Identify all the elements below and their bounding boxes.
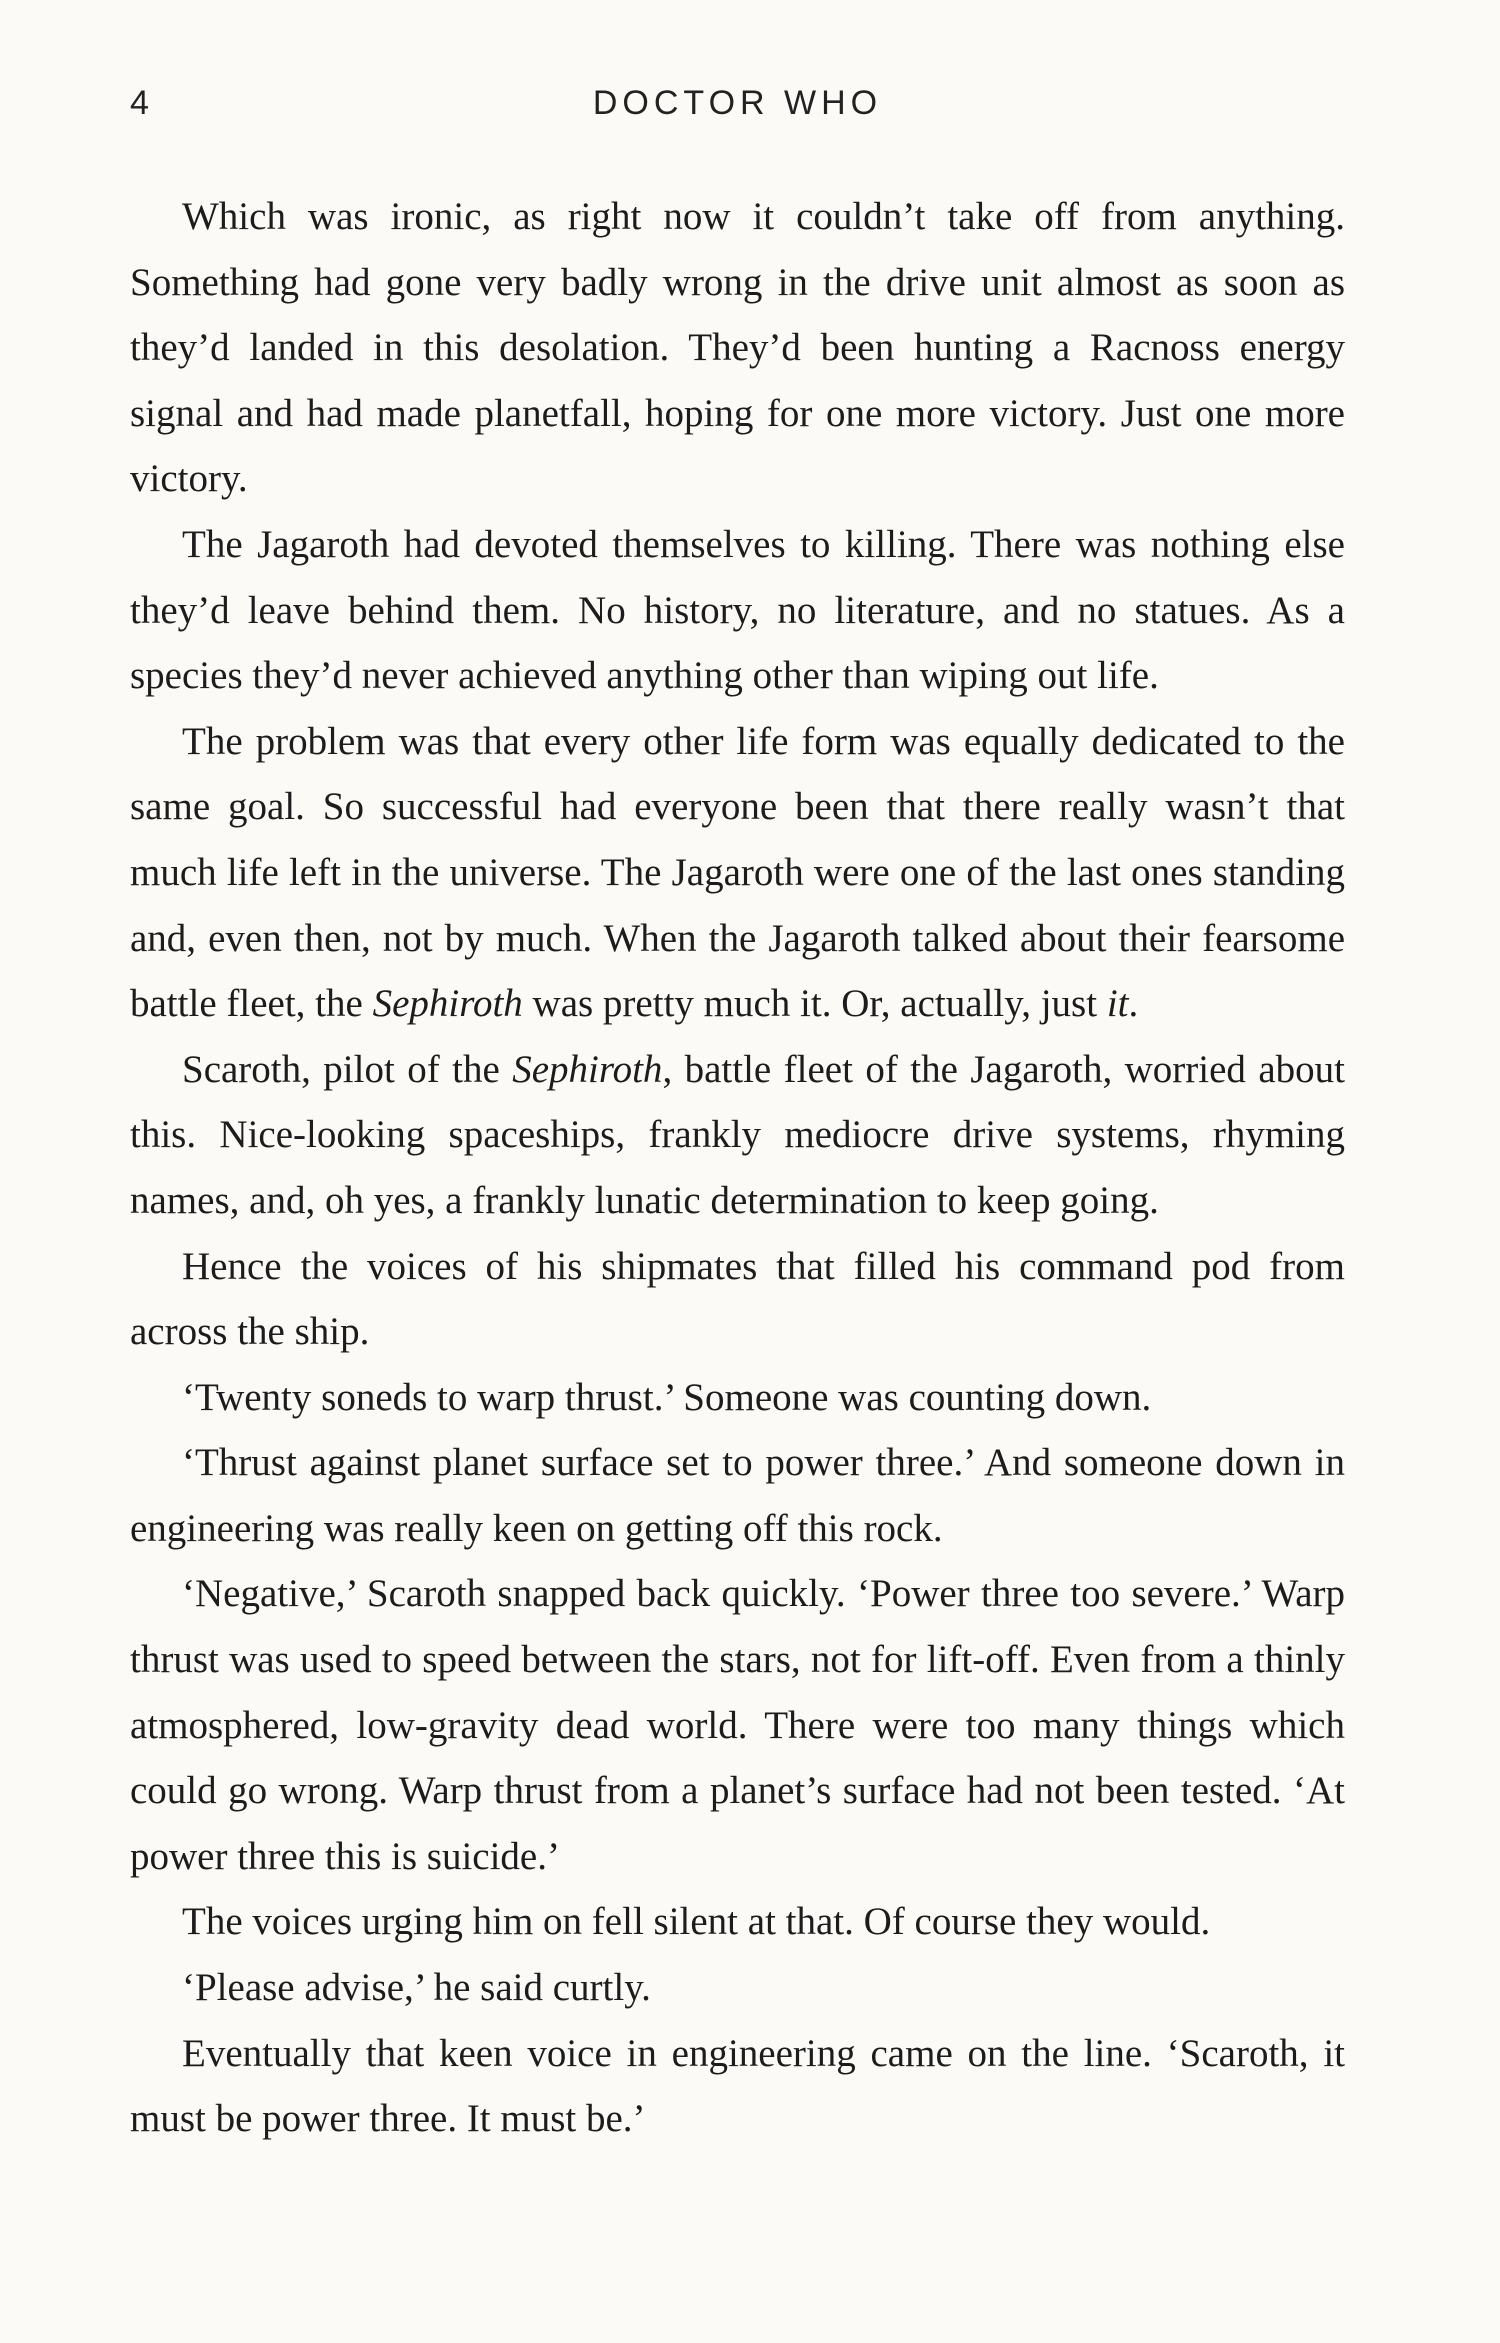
paragraph: [130, 1889, 1345, 1955]
paragraph-text: ‘Thrust against planet surface set to power three.’ And someone down in engineering was really keen on getting off this rock.: [130, 1441, 1345, 1550]
paragraph-text: ‘Please advise,’ he said curtly.: [182, 1966, 651, 2010]
paragraph: [130, 709, 1345, 1037]
italic-text: Sephiroth: [372, 982, 523, 1026]
paragraph-text: The problem was that every other life form was equally dedicated to the same goal. So successful had everyone been that there really wasn’t that much life left in the universe. The Jagaroth were one of the last ones standing and, even then, not by much. When the Jagaroth talked about their fearsome battle fleet, the: [130, 719, 1345, 1026]
paragraph-text: The Jagaroth had devoted themselves to killing. There was nothing else they’d leave behind them. No history, no literature, and no statues. As a species they’d never achieved anything other than wiping out life.: [130, 522, 1345, 698]
book-title: DOCTOR WHO: [592, 84, 883, 122]
paragraph: [130, 1365, 1345, 1431]
paragraph-text: Hence the voices of his shipmates that filled his command pod from across the ship.: [130, 1244, 1345, 1354]
paragraph-text: was pretty much it. Or, actually, just: [522, 982, 1107, 1026]
paragraph-text: Scaroth, pilot of the: [182, 1047, 513, 1091]
paragraph-text: ‘Negative,’ Scaroth snapped back quickly. ‘Power three too severe.’ Warp thrust was used to speed between the stars, not for lift-off. Even from a thinly atmosphered, low-gravity dead world. There were too many things which could go wrong. Warp thrust from a planet’s surface had not been tested. ‘At power three this is suicide.’: [130, 1572, 1345, 1878]
paragraph-text: .: [1128, 982, 1139, 1026]
paragraph-text: Eventually that keen voice in engineering came on the line. ‘Scaroth, it must be power three. It must be.’: [130, 2031, 1345, 2141]
paragraph: [130, 1234, 1345, 1365]
paragraph-text: ‘Twenty soneds to warp thrust.’ Someone was counting down.: [182, 1375, 1152, 1419]
paragraph-text: , battle fleet of the Jagaroth, worried about this. Nice-looking spaceships, frankly mediocre drive systems, rhyming names, and, oh yes, a frankly lunatic determination to keep going.: [130, 1047, 1345, 1222]
italic-text: Sephiroth: [512, 1047, 663, 1091]
paragraph: [130, 2021, 1345, 2152]
italic-text: it: [1106, 982, 1129, 1026]
paragraph: [130, 1955, 1345, 2021]
paragraph: [130, 1430, 1345, 1561]
running-head: [130, 84, 1345, 134]
paragraph-text: The voices urging him on fell silent at that. Of course they would.: [182, 1900, 1211, 1944]
paragraph-text: Which was ironic, as right now it couldn’t take off from anything. Something had gone very badly wrong in the drive unit almost as soon as they’d landed in this desolation. They’d been hunting a Racnoss energy signal and had made planetfall, hoping for one more victory. Just one more victory.: [130, 195, 1345, 501]
paragraph: [130, 1037, 1345, 1234]
page-number: 4: [130, 84, 150, 122]
paragraph: [130, 1561, 1345, 1889]
paragraph: [130, 512, 1345, 709]
body-text: [130, 184, 1345, 2152]
paragraph: [130, 184, 1345, 512]
